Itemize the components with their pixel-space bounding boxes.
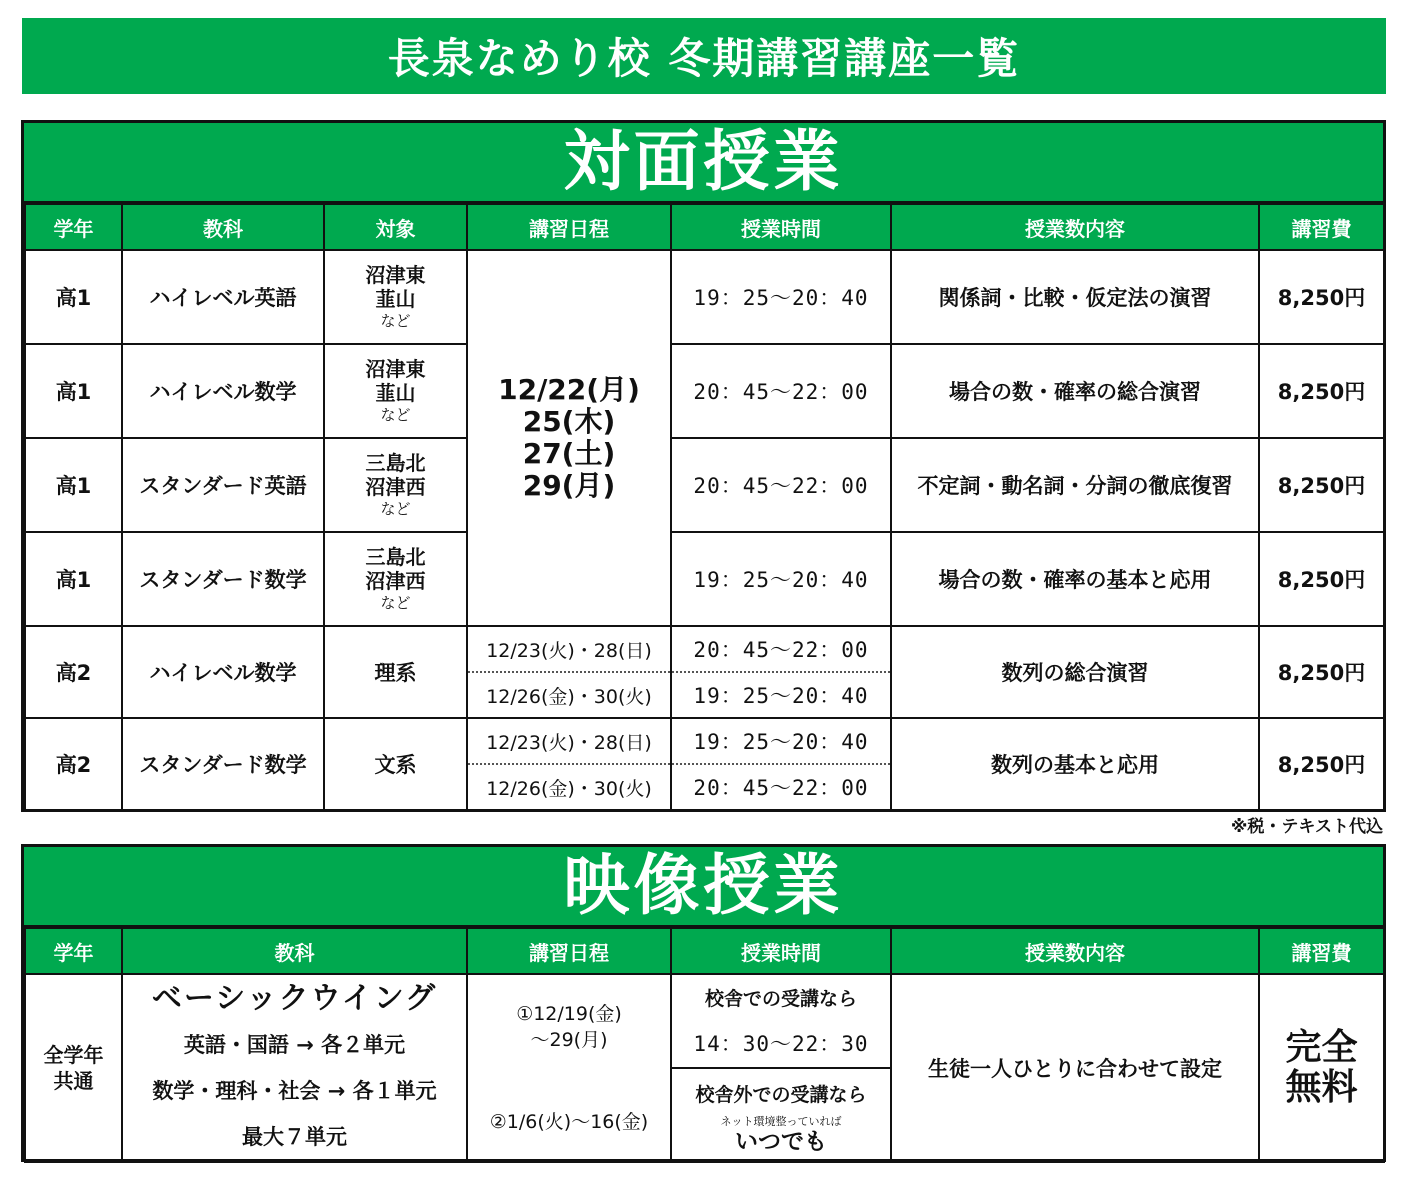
fee-cell: 8,250円 — [1259, 344, 1384, 438]
grade-cell: 高1 — [25, 250, 122, 344]
grade-cell: 高2 — [25, 626, 122, 718]
subject-cell: ハイレベル数学 — [122, 626, 324, 718]
column-header: 学年 — [25, 204, 122, 250]
offsite-note: ネット環境整っていれば — [720, 1115, 842, 1128]
column-header: 教科 — [122, 928, 467, 974]
time-cell: 19：25〜20：40 — [671, 250, 891, 344]
video-table — [24, 927, 1385, 1163]
column-header: 授業数内容 — [891, 204, 1259, 250]
column-header: 授業時間 — [671, 928, 891, 974]
column-header: 授業数内容 — [891, 928, 1259, 974]
grade-cell: 高1 — [25, 438, 122, 532]
fee-cell: 8,250円 — [1259, 438, 1384, 532]
time-cell: 20：45〜22：00 — [671, 438, 891, 532]
content-cell: 不定詞・動名詞・分詞の徹底復習 — [891, 438, 1259, 532]
table-header-row — [25, 928, 1384, 974]
fee-cell: 8,250円 — [1259, 250, 1384, 344]
subject-cell: スタンダード英語 — [122, 438, 324, 532]
target-cell: 文系 — [324, 718, 467, 810]
target-note: など — [380, 594, 411, 612]
face-to-face-section — [21, 120, 1386, 812]
column-header: 講習費 — [1259, 928, 1384, 974]
tax-note: ※税・テキスト代込 — [1230, 817, 1383, 837]
target-school: 韮山 — [375, 287, 416, 311]
table-row — [25, 718, 1384, 764]
date-line: 25(木) — [522, 405, 616, 438]
offsite-time-cell — [671, 1068, 891, 1162]
time-cell: 19：25〜20：40 — [671, 532, 891, 626]
content-cell: 生徒一人ひとりに合わせて設定 — [891, 974, 1259, 1162]
target-school: 沼津東 — [365, 357, 426, 381]
content-cell: 場合の数・確率の基本と応用 — [891, 532, 1259, 626]
table-row — [25, 344, 1384, 438]
target-note: など — [380, 406, 411, 424]
time-cell: 20：45〜22：00 — [671, 764, 891, 810]
target-school: 三島北 — [365, 451, 426, 475]
date-cell: 12/26(金)・30(火) — [467, 672, 671, 718]
time-cell: 20：45〜22：00 — [671, 626, 891, 672]
column-header: 講習日程 — [467, 928, 671, 974]
course-line: 最大７単元 — [242, 1125, 347, 1149]
offsite-label: 校舎外での受講なら — [695, 1084, 867, 1106]
date-line: 12/22(月) — [498, 373, 640, 406]
page-title: 長泉なめり校 冬期講習講座一覧 — [22, 18, 1386, 94]
target-note: など — [380, 500, 411, 518]
fee-cell — [1259, 974, 1384, 1162]
target-cell — [324, 532, 467, 626]
date-line: ①12/19(金) — [516, 1003, 622, 1025]
onsite-label: 校舎での受講なら — [704, 988, 857, 1010]
date-line: 〜29(月) — [530, 1029, 608, 1051]
target-note: など — [380, 312, 411, 330]
date-cell: 12/26(金)・30(火) — [467, 764, 671, 810]
face-to-face-title: 対面授業 — [24, 123, 1383, 203]
subject-cell: ハイレベル数学 — [122, 344, 324, 438]
target-school: 沼津西 — [365, 569, 426, 593]
course-cell — [122, 974, 467, 1162]
column-header: 対象 — [324, 204, 467, 250]
fee-cell: 8,250円 — [1259, 626, 1384, 718]
column-header: 講習日程 — [467, 204, 671, 250]
face-to-face-table — [24, 203, 1385, 811]
table-row — [25, 250, 1384, 344]
target-school: 沼津東 — [365, 263, 426, 287]
course-line: 英語・国語 → 各２単元 — [183, 1033, 406, 1057]
schedule-cell — [467, 974, 671, 1162]
subject-cell: スタンダード数学 — [122, 532, 324, 626]
target-cell: 理系 — [324, 626, 467, 718]
onsite-time-cell — [671, 974, 891, 1068]
date-cell: 12/23(火)・28(日) — [467, 718, 671, 764]
target-school: 韮山 — [375, 381, 416, 405]
date-line: 27(土) — [522, 437, 616, 470]
grade-cell — [25, 974, 122, 1162]
video-title: 映像授業 — [24, 847, 1383, 927]
offsite-time: いつでも — [735, 1129, 827, 1155]
content-cell: 数列の総合演習 — [891, 626, 1259, 718]
table-row — [25, 626, 1384, 672]
grade-cell: 高1 — [25, 344, 122, 438]
date-cell: 12/23(火)・28(日) — [467, 626, 671, 672]
onsite-time: 14：30〜22：30 — [693, 1032, 869, 1056]
fee-cell: 8,250円 — [1259, 532, 1384, 626]
grade-cell: 高2 — [25, 718, 122, 810]
table-row — [25, 438, 1384, 532]
table-row — [25, 974, 1384, 1068]
video-section — [21, 844, 1386, 1162]
column-header: 講習費 — [1259, 204, 1384, 250]
target-cell — [324, 344, 467, 438]
date-line: ②1/6(火)〜16(金) — [489, 1111, 649, 1133]
fee-cell: 8,250円 — [1259, 718, 1384, 810]
fee-line: 無料 — [1285, 1067, 1358, 1108]
time-cell: 20：45〜22：00 — [671, 344, 891, 438]
target-cell — [324, 250, 467, 344]
target-cell — [324, 438, 467, 532]
grade-cell: 高1 — [25, 532, 122, 626]
content-cell: 場合の数・確率の総合演習 — [891, 344, 1259, 438]
target-school: 三島北 — [365, 545, 426, 569]
column-header: 学年 — [25, 928, 122, 974]
date-line: 29(月) — [522, 469, 616, 502]
table-row — [25, 532, 1384, 626]
column-header: 教科 — [122, 204, 324, 250]
grade-line: 全学年 — [43, 1043, 104, 1067]
target-school: 沼津西 — [365, 475, 426, 499]
time-cell: 19：25〜20：40 — [671, 672, 891, 718]
content-cell: 関係詞・比較・仮定法の演習 — [891, 250, 1259, 344]
shared-dates-cell — [467, 250, 671, 626]
column-header: 授業時間 — [671, 204, 891, 250]
content-cell: 数列の基本と応用 — [891, 718, 1259, 810]
grade-line: 共通 — [53, 1069, 94, 1093]
time-cell: 19：25〜20：40 — [671, 718, 891, 764]
subject-cell: ハイレベル英語 — [122, 250, 324, 344]
fee-line: 完全 — [1285, 1027, 1358, 1068]
course-name: ベーシックウイング — [151, 981, 438, 1016]
subject-cell: スタンダード数学 — [122, 718, 324, 810]
course-line: 数学・理科・社会 → 各１単元 — [152, 1079, 437, 1103]
table-header-row — [25, 204, 1384, 250]
